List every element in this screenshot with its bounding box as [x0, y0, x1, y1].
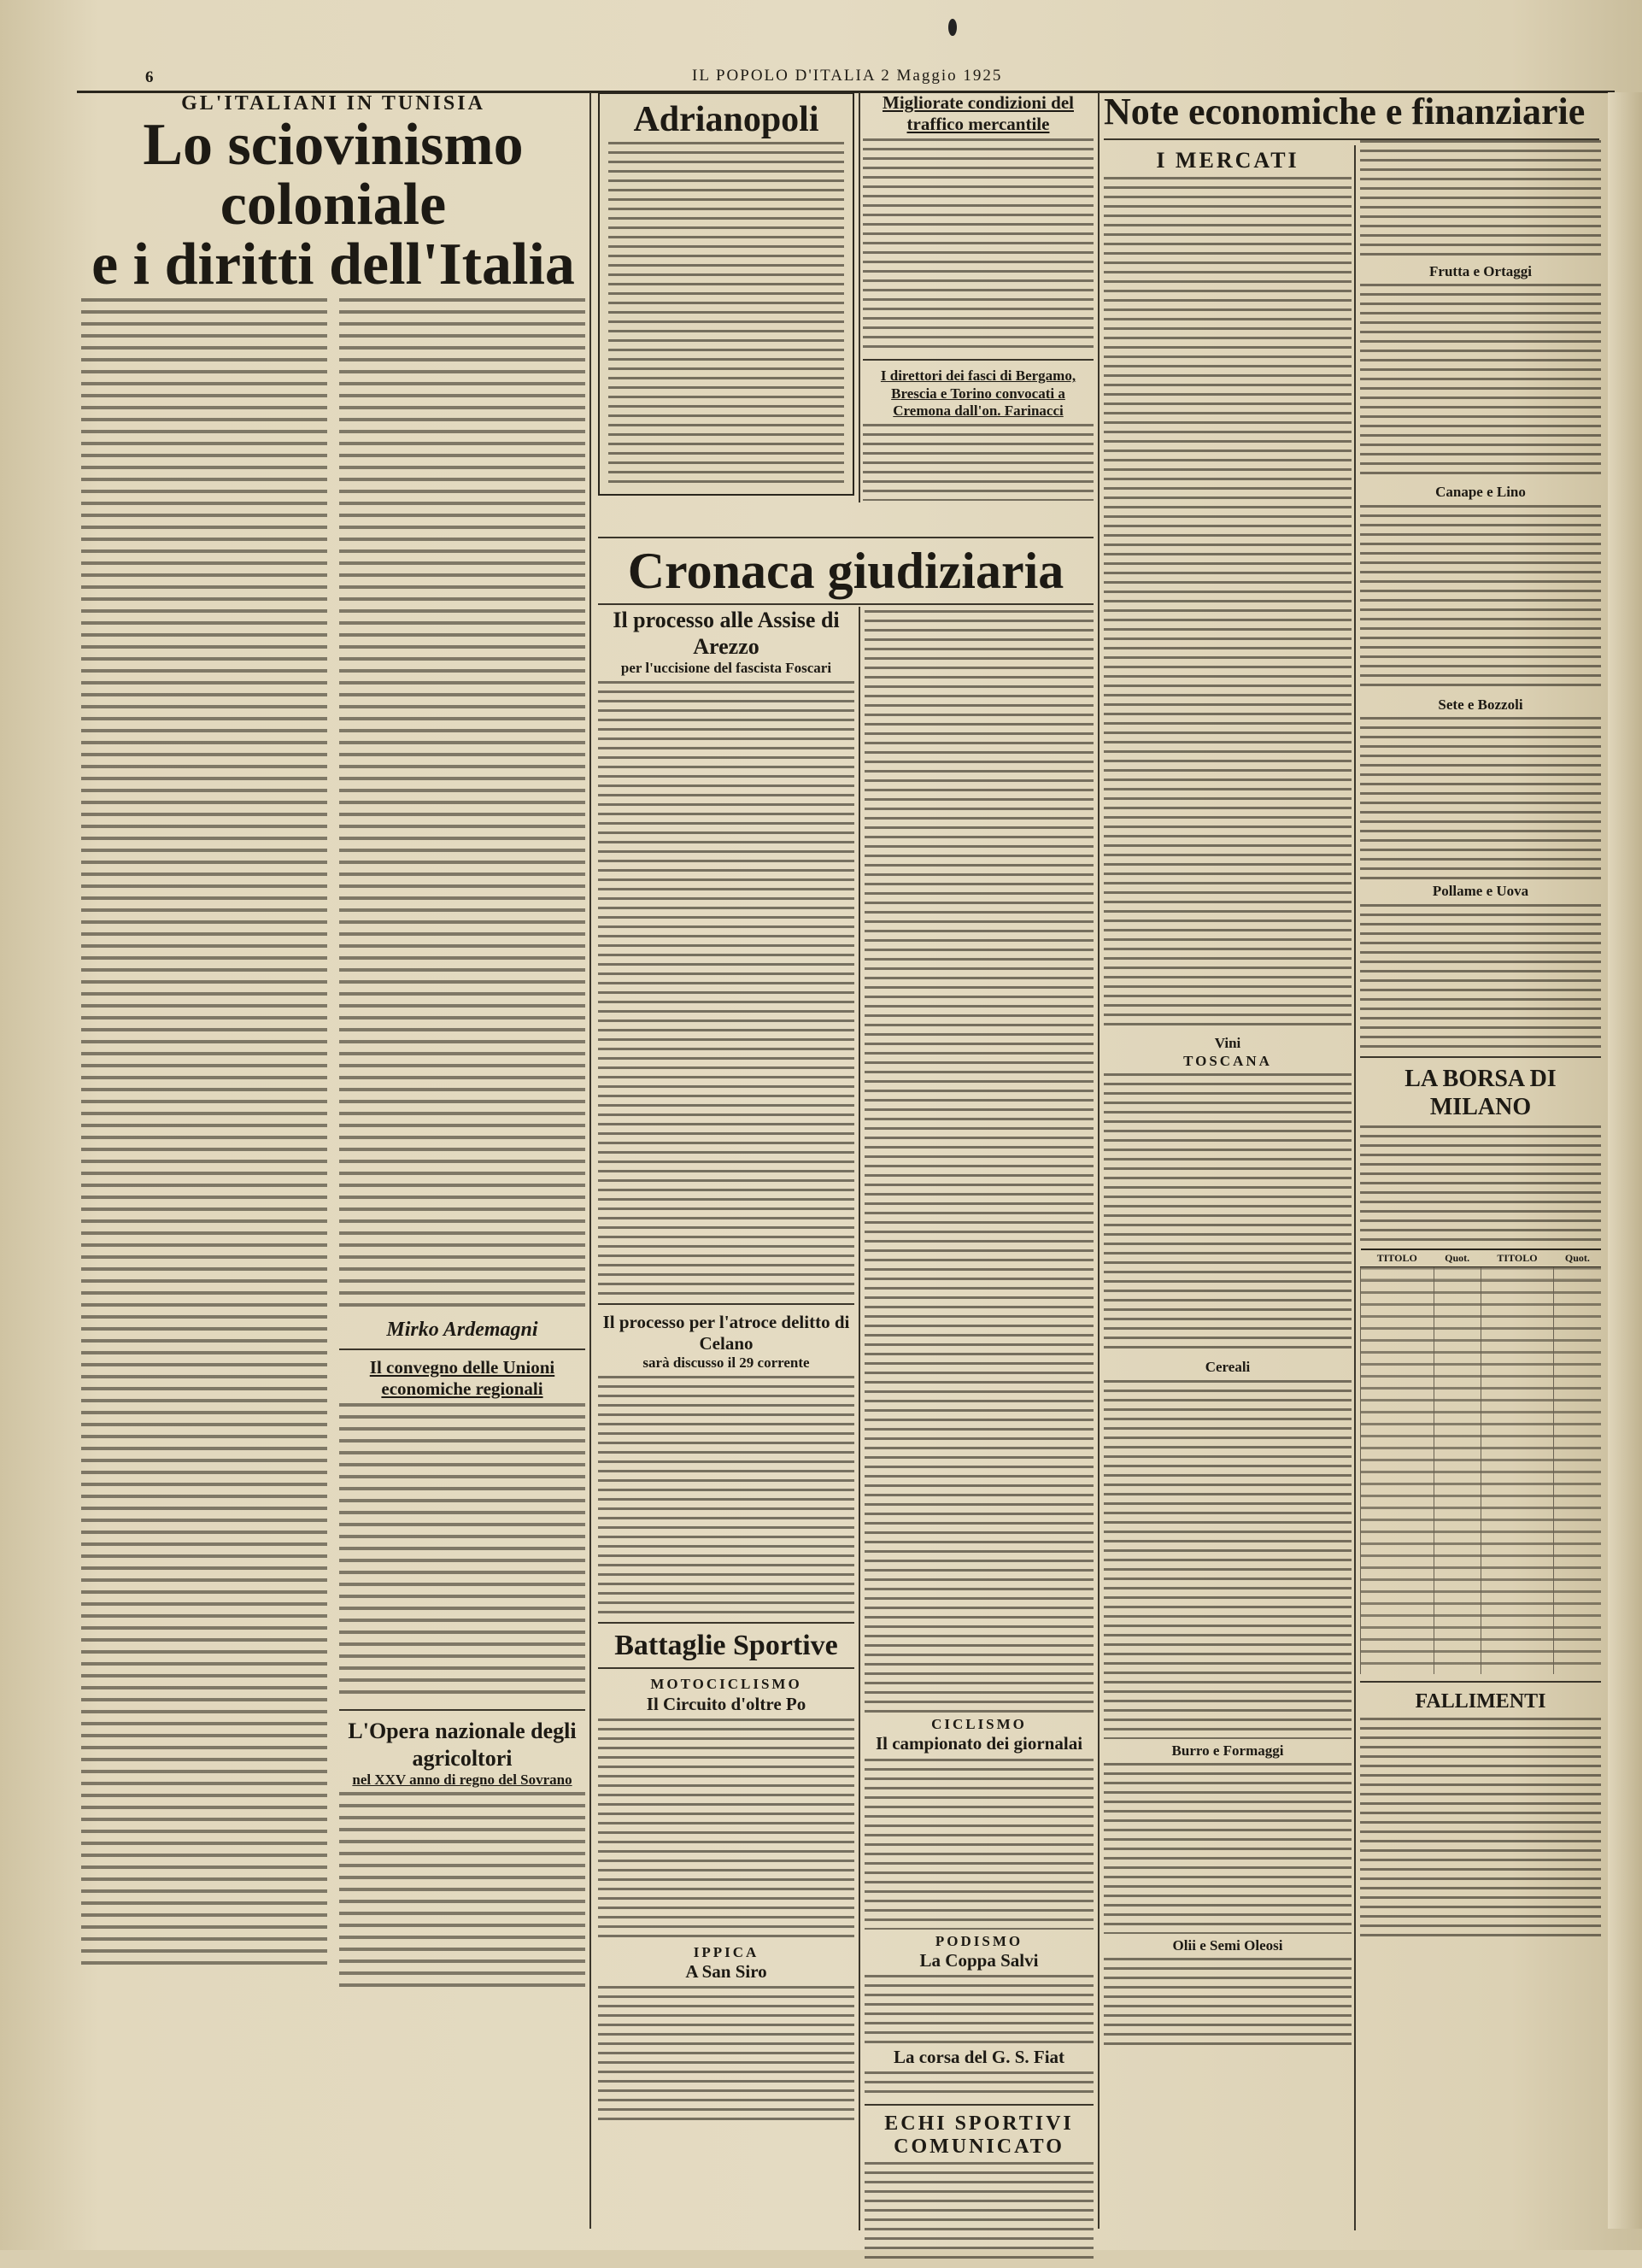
mercati-title: I MERCATI — [1156, 148, 1299, 173]
table-row — [1361, 1423, 1602, 1435]
table-header: Quot. — [1554, 1249, 1601, 1267]
article-text — [339, 1403, 585, 1702]
echi-sportivi-title: ECHI SPORTIVI — [884, 2112, 1074, 2136]
table-cell — [1554, 1387, 1601, 1399]
article-title: Il convegno delle Unioni economiche regionali — [369, 1357, 555, 1400]
table-cell — [1554, 1459, 1601, 1471]
table-cell — [1554, 1266, 1601, 1279]
table-cell — [1434, 1291, 1481, 1303]
table-cell — [1361, 1471, 1434, 1483]
table-cell — [1481, 1483, 1554, 1495]
article-title: Il processo per l'atroce delitto di Celano — [602, 1311, 850, 1354]
table-cell — [1434, 1447, 1481, 1459]
table-cell — [1434, 1339, 1481, 1351]
table-cell — [1361, 1602, 1434, 1614]
table-cell — [1481, 1578, 1554, 1590]
article-text — [863, 138, 1094, 352]
table-header: TITOLO — [1481, 1249, 1554, 1267]
market-text — [1360, 505, 1601, 693]
table-cell — [1434, 1375, 1481, 1387]
table-cell — [1554, 1531, 1601, 1542]
sport-category: IPPICA — [693, 1943, 759, 1960]
table-cell — [1481, 1519, 1554, 1531]
mercati-text — [1104, 177, 1352, 1031]
table-cell — [1554, 1638, 1601, 1650]
table-row — [1361, 1614, 1602, 1626]
sport-headline: La corsa del G. S. Fiat — [893, 2047, 1065, 2068]
table-cell — [1434, 1279, 1481, 1291]
table-cell — [1554, 1650, 1601, 1662]
comunicato-title: COMUNICATO — [894, 2136, 1064, 2159]
page-number: 6 — [145, 68, 155, 86]
table-row — [1361, 1602, 1602, 1614]
market-text — [1104, 1763, 1352, 1934]
table-cell — [1434, 1638, 1481, 1650]
article-text — [865, 1759, 1094, 1930]
table-cell — [1554, 1279, 1601, 1291]
table-row — [1361, 1339, 1602, 1351]
market-section: Burro e Formaggi — [1171, 1742, 1284, 1759]
table-cell — [1361, 1542, 1434, 1554]
table-cell — [1481, 1315, 1554, 1327]
table-cell — [1481, 1542, 1554, 1554]
table-cell — [1481, 1662, 1554, 1674]
borsa-table — [1360, 1249, 1601, 1674]
ink-dot — [948, 19, 957, 36]
table-cell — [1554, 1435, 1601, 1447]
table-cell — [1361, 1303, 1434, 1315]
table-cell — [1434, 1662, 1481, 1674]
table-cell — [1554, 1554, 1601, 1566]
table-cell — [1481, 1399, 1554, 1411]
table-cell — [1361, 1507, 1434, 1519]
market-section: Olii e Semi Oleosi — [1172, 1936, 1283, 1954]
table-cell — [1434, 1399, 1481, 1411]
table-cell — [1361, 1554, 1434, 1566]
table-cell — [1554, 1315, 1601, 1327]
table-cell — [1361, 1626, 1434, 1638]
article-text — [598, 1719, 854, 1941]
article-text-column — [339, 298, 585, 1315]
table-cell — [1554, 1363, 1601, 1375]
table-cell — [1361, 1266, 1434, 1279]
market-section: Frutta e Ortaggi — [1429, 263, 1532, 279]
table-cell — [1434, 1495, 1481, 1507]
market-section: Pollame e Uova — [1432, 883, 1529, 900]
column-adrianopoli — [598, 92, 854, 496]
market-section: Sete e Bozzoli — [1438, 696, 1523, 713]
table-cell — [1554, 1590, 1601, 1602]
table-cell — [1361, 1399, 1434, 1411]
article-text — [598, 681, 854, 1296]
table-cell — [1434, 1435, 1481, 1447]
table-cell — [1361, 1459, 1434, 1471]
table-cell — [1481, 1459, 1554, 1471]
table-cell — [1361, 1411, 1434, 1423]
table-cell — [1481, 1363, 1554, 1375]
table-cell — [1361, 1483, 1434, 1495]
table-row — [1361, 1590, 1602, 1602]
sport-headline: Il Circuito d'oltre Po — [646, 1693, 806, 1714]
article-text — [865, 610, 1094, 1713]
table-cell — [1434, 1602, 1481, 1614]
table-cell — [1481, 1327, 1554, 1339]
article-text — [865, 1975, 1094, 2043]
market-text — [1104, 1380, 1352, 1739]
table-cell — [1481, 1471, 1554, 1483]
market-text — [1360, 717, 1601, 879]
table-cell — [1434, 1507, 1481, 1519]
box-text — [608, 142, 844, 484]
table-cell — [1481, 1590, 1554, 1602]
headline-line-1: Lo sciovinismo coloniale — [143, 112, 524, 238]
table-row — [1361, 1315, 1602, 1327]
market-text — [1360, 140, 1601, 260]
article-subtitle: per l'uccisione del fascista Foscari — [620, 660, 832, 677]
table-row — [1361, 1387, 1602, 1399]
table-cell — [1434, 1459, 1481, 1471]
table-row — [1361, 1531, 1602, 1542]
table-cell — [1361, 1435, 1434, 1447]
table-cell — [1481, 1375, 1554, 1387]
table-cell — [1434, 1303, 1481, 1315]
table-cell — [1481, 1566, 1554, 1578]
borsa-text — [1360, 1125, 1601, 1245]
table-cell — [1554, 1602, 1601, 1614]
table-cell — [1361, 1339, 1434, 1351]
article-body — [81, 295, 585, 1992]
table-cell — [1554, 1327, 1601, 1339]
market-subsection: TOSCANA — [1183, 1052, 1272, 1069]
table-cell — [1361, 1650, 1434, 1662]
article-subtitle: sarà discusso il 29 corrente — [642, 1354, 810, 1372]
table-row — [1361, 1279, 1602, 1291]
table-row — [1361, 1566, 1602, 1578]
table-row — [1361, 1435, 1602, 1447]
table-row — [1361, 1459, 1602, 1471]
column-tunisia — [81, 92, 585, 1992]
table-cell — [1554, 1375, 1601, 1387]
sport-category: CICLISMO — [931, 1716, 1027, 1732]
author-signature: Mirko Ardemagni — [386, 1319, 538, 1341]
table-row — [1361, 1351, 1602, 1363]
table-cell — [1361, 1662, 1434, 1674]
table-cell — [1434, 1387, 1481, 1399]
article-text-column — [81, 298, 327, 1965]
table-cell — [1481, 1650, 1554, 1662]
table-row — [1361, 1399, 1602, 1411]
table-row — [1361, 1495, 1602, 1507]
sport-category: MOTOCICLISMO — [650, 1676, 802, 1693]
table-cell — [1481, 1291, 1554, 1303]
table-cell — [1481, 1387, 1554, 1399]
table-cell — [1554, 1542, 1601, 1554]
table-row — [1361, 1291, 1602, 1303]
table-cell — [1361, 1590, 1434, 1602]
adrianopoli-box — [598, 92, 854, 496]
sport-headline: Il campionato dei giornalai — [875, 1733, 1083, 1754]
table-cell — [1554, 1519, 1601, 1531]
article-title: Migliorate condizioni del traffico mercantile — [883, 92, 1074, 135]
table-cell — [1481, 1638, 1554, 1650]
table-cell — [1361, 1351, 1434, 1363]
table-row — [1361, 1650, 1602, 1662]
table-cell — [1361, 1315, 1434, 1327]
table-cell — [1554, 1339, 1601, 1351]
article-title: I direttori dei fasci di Bergamo, Brescia e Torino convocati a Cremona dall'on. Farinacci — [880, 367, 1076, 420]
article-text — [863, 424, 1094, 501]
table-cell — [1554, 1626, 1601, 1638]
article-text — [598, 1376, 854, 1615]
table-cell — [1434, 1590, 1481, 1602]
borsa-title: LA BORSA DI MILANO — [1404, 1065, 1557, 1121]
fallimenti-text — [1360, 1718, 1601, 1940]
table-cell — [1554, 1411, 1601, 1423]
table-cell — [1434, 1471, 1481, 1483]
table-row — [1361, 1483, 1602, 1495]
headline-line-2: e i diritti dell'Italia — [91, 232, 575, 297]
table-cell — [1481, 1303, 1554, 1315]
table-cell — [1361, 1495, 1434, 1507]
section-title: Note economiche e finanziarie — [1104, 91, 1586, 132]
table-cell — [1434, 1554, 1481, 1566]
table-cell — [1434, 1266, 1481, 1279]
table-cell — [1481, 1266, 1554, 1279]
table-cell — [1554, 1578, 1601, 1590]
table-cell — [1434, 1411, 1481, 1423]
table-cell — [1481, 1423, 1554, 1435]
next-page-edge — [1608, 92, 1642, 2229]
table-cell — [1481, 1531, 1554, 1542]
table-cell — [1434, 1531, 1481, 1542]
table-header: TITOLO — [1361, 1249, 1434, 1267]
table-row — [1361, 1542, 1602, 1554]
table-cell — [1481, 1411, 1554, 1423]
table-row — [1361, 1626, 1602, 1638]
table-cell — [1434, 1327, 1481, 1339]
table-cell — [1361, 1387, 1434, 1399]
table-cell — [1554, 1423, 1601, 1435]
box-title: Adrianopoli — [633, 100, 819, 139]
table-cell — [1361, 1566, 1434, 1578]
article-subtitle: nel XXV anno di regno del Sovrano — [352, 1771, 572, 1788]
table-row — [1361, 1363, 1602, 1375]
column-traffico — [863, 92, 1094, 504]
table-cell — [1434, 1614, 1481, 1626]
market-text — [1360, 284, 1601, 480]
table-row — [1361, 1327, 1602, 1339]
fallimenti-title: FALLIMENTI — [1415, 1689, 1546, 1713]
table-cell — [1554, 1507, 1601, 1519]
sport-section-title: Battaglie Sportive — [614, 1629, 838, 1661]
table-row — [1361, 1411, 1602, 1423]
sport-category: PODISMO — [935, 1932, 1023, 1949]
table-row — [1361, 1375, 1602, 1387]
table-body — [1361, 1266, 1602, 1674]
article-title: Il processo alle Assise di Arezzo — [613, 608, 840, 660]
table-cell — [1481, 1435, 1554, 1447]
table-cell — [1554, 1471, 1601, 1483]
table-row — [1361, 1554, 1602, 1566]
table-cell — [1434, 1363, 1481, 1375]
market-text — [1104, 1958, 1352, 2052]
table-cell — [1481, 1507, 1554, 1519]
article-kicker: GL'ITALIANI IN TUNISIA — [181, 92, 485, 115]
table-cell — [1361, 1327, 1434, 1339]
table-cell — [1481, 1626, 1554, 1638]
table-row — [1361, 1303, 1602, 1315]
masthead-strip — [77, 67, 1615, 93]
table-cell — [1361, 1578, 1434, 1590]
table-row — [1361, 1447, 1602, 1459]
table-cell — [1361, 1363, 1434, 1375]
table-cell — [1554, 1447, 1601, 1459]
column-cronaca-left — [598, 607, 854, 2126]
table-cell — [1434, 1578, 1481, 1590]
table-cell — [1361, 1519, 1434, 1531]
table-cell — [1361, 1638, 1434, 1650]
table-cell — [1434, 1483, 1481, 1495]
table-cell — [1554, 1566, 1601, 1578]
table-cell — [1481, 1495, 1554, 1507]
table-cell — [1481, 1279, 1554, 1291]
table-cell — [1361, 1291, 1434, 1303]
column-borsa — [1360, 137, 1601, 1943]
table-cell — [1481, 1351, 1554, 1363]
table-row — [1361, 1507, 1602, 1519]
table-cell — [1361, 1447, 1434, 1459]
table-cell — [1554, 1351, 1601, 1363]
table-header: Quot. — [1434, 1249, 1481, 1267]
table-cell — [1481, 1554, 1554, 1566]
table-cell — [1554, 1399, 1601, 1411]
table-cell — [1481, 1447, 1554, 1459]
table-cell — [1434, 1423, 1481, 1435]
newspaper-title: IL POPOLO D'ITALIA 2 Maggio 1925 — [692, 67, 1003, 85]
market-section: Cereali — [1205, 1359, 1251, 1376]
sport-headline: A San Siro — [685, 1961, 767, 1983]
sport-headline: La Coppa Salvi — [919, 1949, 1039, 1971]
table-cell — [1361, 1375, 1434, 1387]
table-row — [1361, 1578, 1602, 1590]
cronaca-section — [598, 530, 1094, 612]
table-row — [1361, 1519, 1602, 1531]
market-section: Canape e Lino — [1435, 484, 1526, 501]
column-cronaca-right — [865, 607, 1094, 2268]
market-section: Vini — [1214, 1035, 1241, 1052]
table-cell — [1434, 1542, 1481, 1554]
table-cell — [1554, 1483, 1601, 1495]
table-cell — [1434, 1626, 1481, 1638]
table-cell — [1361, 1423, 1434, 1435]
table-cell — [1481, 1339, 1554, 1351]
table-cell — [1554, 1614, 1601, 1626]
table-cell — [1481, 1614, 1554, 1626]
table-row — [1361, 1662, 1602, 1674]
table-cell — [1361, 1279, 1434, 1291]
table-cell — [1434, 1315, 1481, 1327]
table-cell — [1554, 1662, 1601, 1674]
table-row — [1361, 1638, 1602, 1650]
table-cell — [1434, 1351, 1481, 1363]
table-cell — [1554, 1495, 1601, 1507]
table-cell — [1434, 1566, 1481, 1578]
table-cell — [1361, 1614, 1434, 1626]
table-cell — [1554, 1303, 1601, 1315]
table-cell — [1481, 1602, 1554, 1614]
table-cell — [1361, 1531, 1434, 1542]
article-text — [865, 2162, 1094, 2265]
article-text — [598, 1986, 854, 2123]
table-cell — [1554, 1291, 1601, 1303]
table-cell — [1434, 1650, 1481, 1662]
article-text — [865, 2071, 1094, 2097]
market-text — [1104, 1073, 1352, 1355]
cronaca-title: Cronaca giudiziaria — [627, 543, 1064, 599]
article-text — [339, 1792, 585, 1989]
table-cell — [1434, 1519, 1481, 1531]
market-text — [1360, 904, 1601, 1049]
table-row — [1361, 1471, 1602, 1483]
article-title: L'Opera nazionale degli agricoltori — [348, 1719, 577, 1771]
table-row — [1361, 1266, 1602, 1279]
